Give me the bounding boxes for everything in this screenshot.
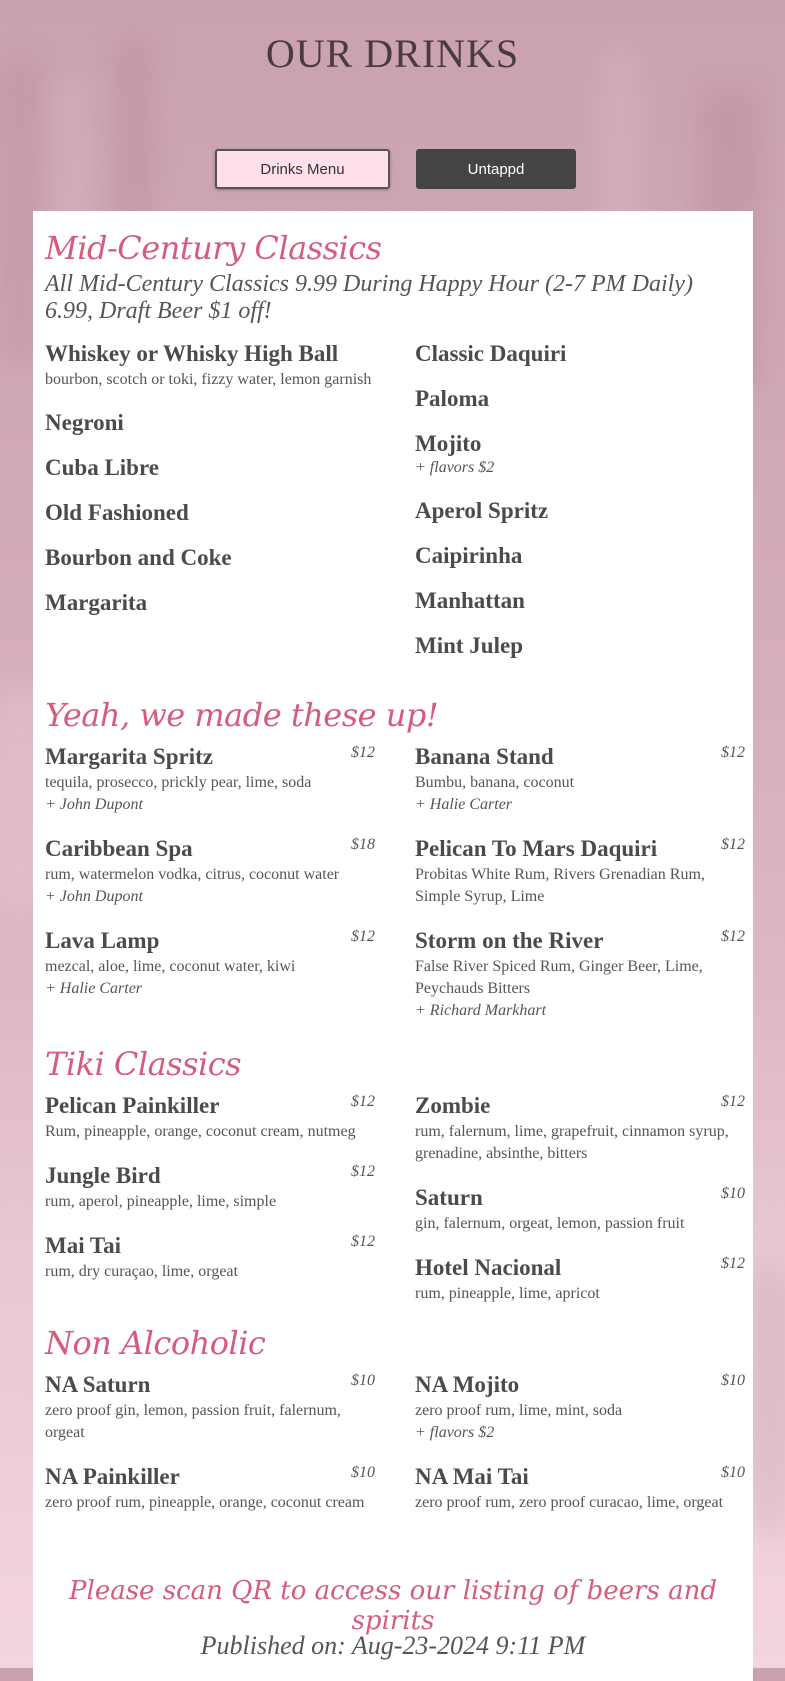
menu-item — [45, 1163, 375, 1213]
item-name: Old Fashioned — [45, 500, 189, 525]
qr-scan-note: Please scan QR to access our listing of beers and spirits — [69, 1576, 717, 1636]
menu-columns — [45, 1093, 745, 1302]
menu-item — [415, 836, 745, 908]
menu-item — [45, 1372, 375, 1444]
item-price: $12 — [351, 1233, 375, 1250]
item-name: Pelican Painkiller — [45, 1093, 220, 1118]
menu-item — [45, 590, 375, 616]
item-price: $12 — [351, 744, 375, 761]
item-description: zero proof rum, zero proof curacao, lime, orgeat — [415, 1494, 724, 1511]
section-non-alcoholic — [45, 1324, 745, 1542]
page-title: OUR DRINKS — [265, 31, 520, 76]
menu-item — [45, 928, 375, 1000]
item-description: zero proof rum, lime, mint, soda — [415, 1402, 623, 1419]
item-price: $12 — [351, 1093, 375, 1110]
menu-item — [415, 928, 745, 1022]
menu-item — [415, 543, 745, 569]
item-description: rum, watermelon vodka, citrus, coconut water — [45, 866, 340, 883]
item-name: Zombie — [415, 1093, 491, 1118]
item-description: Bumbu, banana, coconut — [415, 774, 575, 791]
menu-item — [415, 1093, 745, 1165]
menu-item — [415, 633, 745, 659]
section-title: Tiki Classics — [45, 1045, 242, 1083]
published-date: Published on: Aug-23-2024 9:11 PM — [200, 1631, 586, 1660]
item-name: NA Mojito — [415, 1372, 520, 1397]
item-name: Mint Julep — [415, 633, 523, 658]
item-price: $18 — [351, 836, 375, 853]
item-name: Aperol Spritz — [415, 498, 549, 523]
item-description: gin, falernum, orgeat, lemon, passion fruit — [415, 1215, 685, 1232]
item-price: $12 — [351, 928, 375, 945]
section-title: Non Alcoholic — [45, 1324, 266, 1362]
item-name: Manhattan — [415, 588, 525, 613]
item-description: Probitas White Rum, Rivers Grenadian Rum, Simple Syrup, Lime — [415, 866, 705, 905]
untappd-tab[interactable]: Untappd — [416, 149, 576, 189]
item-name: Mojito — [415, 431, 482, 456]
item-price: $12 — [721, 928, 745, 945]
menu-column-right — [415, 341, 745, 678]
item-price: $12 — [721, 744, 745, 761]
item-credit: + Halie Carter — [45, 980, 143, 997]
item-credit: + John Dupont — [45, 796, 143, 813]
menu-column-left — [45, 744, 375, 1020]
item-description: rum, aperol, pineapple, lime, simple — [45, 1193, 277, 1210]
item-name: NA Mai Tai — [415, 1464, 529, 1489]
menu-item — [45, 500, 375, 526]
menu-item — [45, 1233, 375, 1283]
item-name: Caribbean Spa — [45, 836, 193, 861]
menu-column-right — [415, 1372, 745, 1534]
section-title: Yeah, we made these up! — [45, 696, 439, 734]
menu-item — [415, 431, 745, 479]
menu-item — [45, 545, 375, 571]
drinks-menu-tab[interactable]: Drinks Menu — [215, 149, 390, 189]
menu-column-left — [45, 1372, 375, 1534]
section-tiki-classics — [45, 1045, 745, 1302]
menu-item — [415, 744, 745, 816]
item-addon: + flavors $2 — [415, 1424, 495, 1441]
menu-columns — [45, 341, 741, 661]
item-name: NA Saturn — [45, 1372, 151, 1397]
drinks-menu-panel — [33, 211, 753, 1681]
item-name: Whiskey or Whisky High Ball — [45, 341, 339, 366]
item-name: Classic Daquiri — [415, 341, 567, 366]
item-description: zero proof rum, pineapple, orange, coconut cream — [45, 1494, 365, 1511]
item-name: Margarita — [45, 590, 148, 615]
menu-item — [45, 455, 375, 481]
menu-item — [415, 588, 745, 614]
menu-item — [415, 386, 745, 412]
item-name: Cuba Libre — [45, 455, 159, 480]
item-price: $12 — [351, 1163, 375, 1180]
item-credit: + John Dupont — [45, 888, 143, 905]
section-mid-century-classics — [45, 229, 741, 661]
item-description: Rum, pineapple, orange, coconut cream, nutmeg — [45, 1123, 356, 1140]
item-name: Pelican To Mars Daquiri — [415, 836, 658, 861]
menu-item — [45, 836, 375, 908]
item-price: $10 — [721, 1372, 745, 1389]
menu-item — [415, 1464, 745, 1514]
item-price: $12 — [721, 836, 745, 853]
item-name: Banana Stand — [415, 744, 554, 769]
item-name: Lava Lamp — [45, 928, 160, 953]
menu-column-left — [45, 341, 375, 635]
item-credit: + Halie Carter — [415, 796, 513, 813]
item-name: Bourbon and Coke — [45, 545, 232, 570]
item-price: $12 — [721, 1093, 745, 1110]
item-name: Margarita Spritz — [45, 744, 213, 769]
menu-item — [415, 341, 745, 367]
item-description: bourbon, scotch or toki, fizzy water, lemon garnish — [45, 371, 372, 388]
menu-item — [45, 1464, 375, 1514]
item-name: Mai Tai — [45, 1233, 122, 1258]
menu-item — [415, 498, 745, 524]
item-price: $10 — [351, 1372, 375, 1389]
menu-item — [45, 410, 375, 436]
item-name: Caipirinha — [415, 543, 523, 568]
item-description: False River Spiced Rum, Ginger Beer, Lime, Peychauds Bitters — [415, 958, 703, 997]
menu-item — [415, 1372, 745, 1444]
section-house-cocktails — [45, 696, 745, 1019]
menu-column-right — [415, 1093, 745, 1325]
menu-column-left — [45, 1093, 375, 1303]
menu-columns — [45, 744, 745, 1019]
menu-item — [45, 1093, 375, 1143]
menu-item — [45, 341, 375, 391]
item-description: rum, falernum, lime, grapefruit, cinnamon syrup, grenadine, absinthe, bitters — [415, 1123, 729, 1162]
item-name: Saturn — [415, 1185, 483, 1210]
item-name: NA Painkiller — [45, 1464, 180, 1489]
section-title: Mid-Century Classics — [45, 229, 382, 267]
happy-hour-note: All Mid-Century Classics 9.99 During Happy Hour (2-7 PM Daily) 6.99, Draft Beer $1 off! — [45, 271, 693, 324]
item-name: Paloma — [415, 386, 490, 411]
item-description: mezcal, aloe, lime, coconut water, kiwi — [45, 958, 296, 975]
item-description: zero proof gin, lemon, passion fruit, falernum, orgeat — [45, 1402, 341, 1441]
item-price: $12 — [721, 1255, 745, 1272]
item-price: $10 — [721, 1185, 745, 1202]
item-price: $10 — [351, 1464, 375, 1481]
item-description: tequila, prosecco, prickly pear, lime, soda — [45, 774, 312, 791]
item-addon: + flavors $2 — [415, 459, 495, 476]
item-name: Storm on the River — [415, 928, 604, 953]
item-name: Negroni — [45, 410, 124, 435]
menu-columns — [45, 1372, 745, 1542]
menu-item — [415, 1255, 745, 1305]
item-description: rum, pineapple, lime, apricot — [415, 1285, 600, 1302]
menu-item — [45, 744, 375, 816]
item-description: rum, dry curaçao, lime, orgeat — [45, 1263, 238, 1280]
menu-column-right — [415, 744, 745, 1042]
item-price: $10 — [721, 1464, 745, 1481]
item-credit: + Richard Markhart — [415, 1002, 547, 1019]
item-name: Jungle Bird — [45, 1163, 161, 1188]
item-name: Hotel Nacional — [415, 1255, 562, 1280]
menu-item — [415, 1185, 745, 1235]
